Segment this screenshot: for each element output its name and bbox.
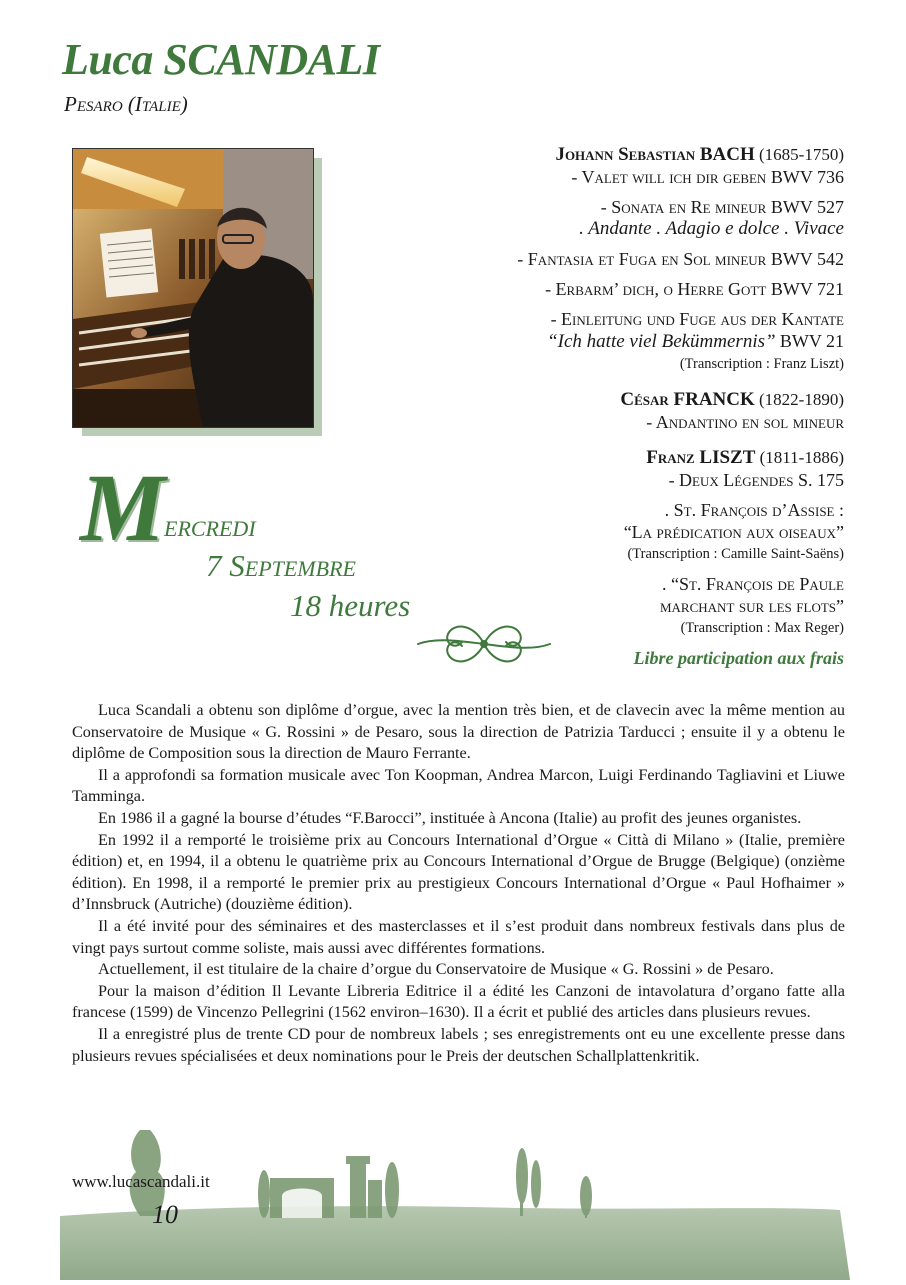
composer-bach xyxy=(404,144,844,166)
composer-dates: (1685-1750) xyxy=(759,145,844,164)
transcription-note: (Transcription : Franz Liszt) xyxy=(679,356,844,372)
page-number: 10 xyxy=(152,1200,178,1229)
work-movements: . Andante . Adagio e dolce . Vivace xyxy=(579,218,844,239)
work-subtitle: “La prédication aux oiseaux” xyxy=(623,522,844,542)
composer-franck xyxy=(404,389,844,411)
organist-illustration xyxy=(73,149,313,427)
work-subtitle-line xyxy=(404,330,844,353)
work-catalog: BWV 21 xyxy=(779,331,844,351)
flourish-icon xyxy=(414,614,554,674)
performer-location: Pesaro (Italie) xyxy=(64,92,188,116)
work-title: - Deux Légendes S. 175 xyxy=(668,470,844,490)
bio-paragraph: Il a enregistré plus de trente CD pour de nombreux labels ; ses enregistrements ont eu une excellente presse dans plusieurs revues spécialisées et deux nominations pour le Preis der deutschen Schallplattenkritik. xyxy=(72,1024,845,1065)
composer-name: Franz LISZT xyxy=(646,447,756,468)
bio-paragraph: Pour la maison d’édition Il Levante Libreria Editrice il a édité les Canzoni de intavolatura d’organo fatte alla francese (1599) de Vincenzo Pellegrini (1562 environ–1630). Il a écrit et publié des articles dans plusieurs revues. xyxy=(72,981,845,1022)
work-title: - Andantino en sol mineur xyxy=(646,412,844,432)
day-name: ercredi xyxy=(164,508,256,543)
event-date: 7 Septembre xyxy=(206,548,356,583)
bio-paragraph: Il a été invité pour des séminaires et des masterclasses et il s’est produit dans nombreux festivals dans plus de vingt pays surtout comme soliste, mais aussi avec différentes formations. xyxy=(72,916,845,957)
work-subtitle: marchant sur les flots” xyxy=(659,596,844,616)
bio-paragraph: Luca Scandali a obtenu son diplôme d’orgue, avec la mention très bien, et de clavecin avec la même mention au Conservatoire de Musique « G. Rossini » de Pesaro, sous la direction de Patrizia Tarducci ; ensuite il y a obtenu le diplôme de Composition sous la direction de Mauro Ferrante. xyxy=(72,701,845,763)
event-time: 18 heures xyxy=(290,588,411,623)
work-title: - Valet will ich dir geben BWV 736 xyxy=(571,167,844,187)
composer-dates: (1811-1886) xyxy=(759,448,844,467)
composer-liszt xyxy=(404,447,844,469)
performer-photo xyxy=(72,148,314,428)
composer-name: César FRANCK xyxy=(620,389,755,410)
biography xyxy=(72,700,845,1067)
work-title: . St. François d’Assise : xyxy=(664,500,844,520)
day-initial: M xyxy=(80,454,166,561)
performer-name: Luca SCANDALI xyxy=(62,35,380,84)
work-title: - Einleitung und Fuge aus der Kantate xyxy=(550,309,844,329)
event-date-block xyxy=(80,454,440,636)
work-title: - Erbarm’ dich, o Herre Gott BWV 721 xyxy=(545,279,844,299)
composer-name: Johann Sebastian BACH xyxy=(555,144,755,165)
landscape-icon xyxy=(0,1120,906,1280)
flourish-ornament xyxy=(414,614,554,679)
work-title: - Fantasia et Fuga en Sol mineur BWV 542 xyxy=(517,249,844,269)
work-subtitle: “Ich hatte viel Bekümmernis” xyxy=(547,331,776,352)
bio-paragraph: Actuellement, il est titulaire de la chaire d’orgue du Conservatoire de Musique « G. Rossini » de Pesaro. xyxy=(98,960,774,979)
work-title: - Sonata en Re mineur BWV 527 xyxy=(600,197,844,217)
concert-program xyxy=(404,144,844,669)
work-title: . “St. François de Paule xyxy=(661,574,844,594)
bio-paragraph: Il a approfondi sa formation musicale avec Ton Koopman, Andrea Marcon, Luigi Ferdinando Tagliavini et Liuwe Tamminga. xyxy=(72,765,845,806)
transcription-note: (Transcription : Max Reger) xyxy=(680,620,844,636)
bio-paragraph: En 1992 il a remporté le troisième prix au Concours International d’Orgue « Città di Milano » (Italie, première édition) et, en 1994, il a obtenu le quatrième prix au Concours International d’Orgue de Brugge (Belgique) (onzième édition). En 1998, il a remporté le premier prix au prestigieux Concours International d’Orgue « Paul Hofhaimer » d’Innsbruck (Autriche) (douzième édition). xyxy=(72,830,845,914)
composer-dates: (1822-1890) xyxy=(759,390,844,409)
website-link[interactable]: www.lucascandali.it xyxy=(72,1172,210,1191)
transcription-note: (Transcription : Camille Saint-Saëns) xyxy=(627,546,844,562)
bio-paragraph: En 1986 il a gagné la bourse d’études “F.Barocci”, instituée à Ancona (Italie) au profit des jeunes organistes. xyxy=(98,808,802,827)
admission-note: Libre participation aux frais xyxy=(633,648,844,668)
landscape-footer xyxy=(0,1120,906,1285)
